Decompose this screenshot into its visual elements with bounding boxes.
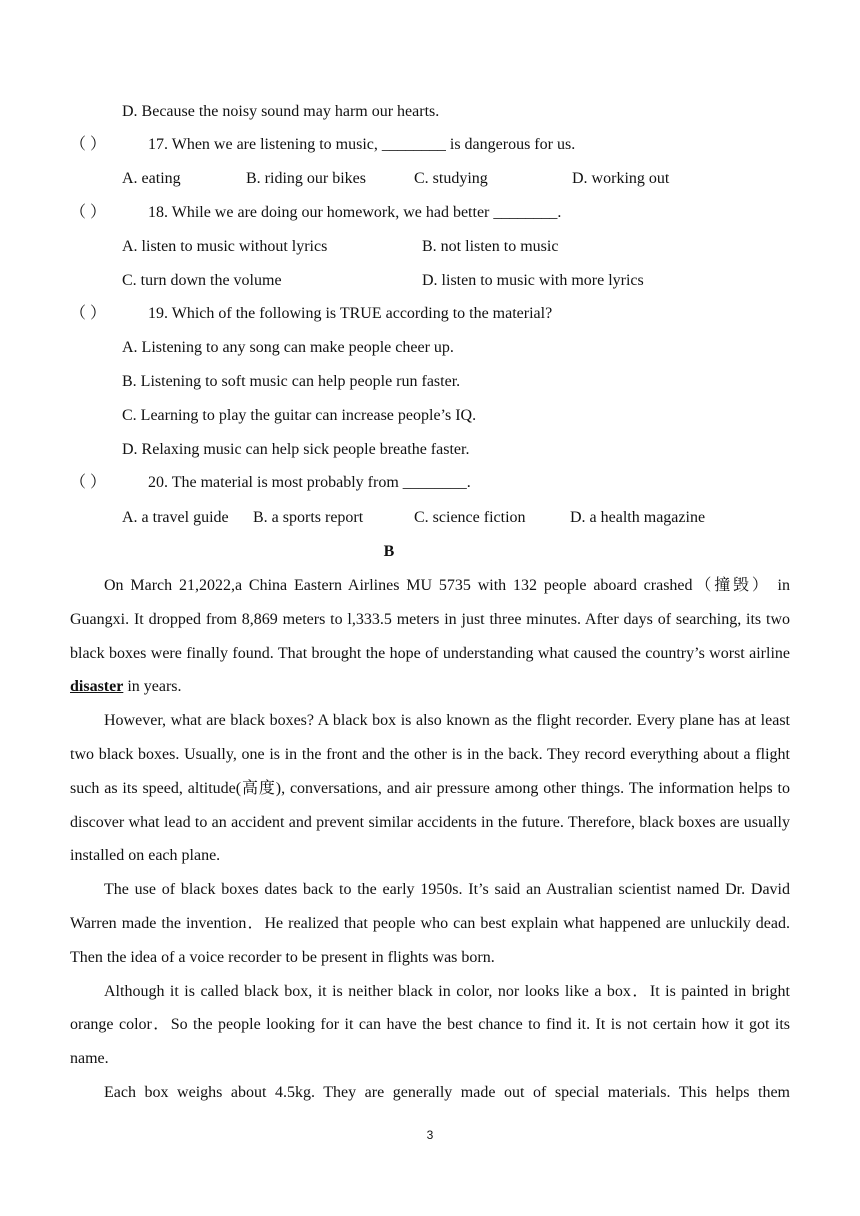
question-19 — [70, 304, 552, 324]
passage-paragraph: The use of black boxes dates back to the early 1950s. It’s said an Australian scientist named Dr. David Warren made the invention．He realized that people who can best explain what happened are unluckily dead. Then the idea of a voice recorder to be present in flights was born. — [70, 881, 790, 966]
question-stem: 19. Which of the following is TRUE according to the material? — [148, 305, 553, 322]
passage-paragraph: Although it is called black box, it is neither black in color, nor looks like a box．It is painted in bright orange color．So the people looking for it can have the best chance to find it. It is not certain how it got its name. — [70, 982, 790, 1068]
q20-option-a: A. a travel guide — [122, 509, 229, 526]
answer-blank[interactable]: （ ） — [70, 136, 107, 153]
question-stem: 20. The material is most probably from ________. — [148, 474, 471, 491]
passage-paragraph: On March 21,2022,a China Eastern Airlines MU 5735 with 132 people aboard crashed（撞毁） in Guangxi. It dropped from 8,869 meters to l,333.5 meters in just three minutes. After days of searching, its two black boxes were finally found. That brought the hope of understanding what caused the country’s worst airline disaster in years. — [70, 577, 790, 696]
q17-option-d: D. working out — [572, 170, 670, 187]
q16-option-d: D. Because the noisy sound may harm our hearts. — [122, 103, 440, 120]
q18-option-a: A. listen to music without lyrics — [122, 238, 328, 255]
question-20 — [70, 473, 471, 493]
underlined-word: disaster — [70, 678, 124, 696]
reading-passage — [70, 569, 790, 1110]
passage-paragraph: Each box weighs about 4.5kg. They are generally made out of special materials. This helps them — [104, 1083, 790, 1101]
q17-option-c: C. studying — [414, 170, 488, 187]
page-number: 3 — [426, 1128, 434, 1142]
q17-option-a: A. eating — [122, 170, 181, 187]
question-17 — [70, 135, 575, 155]
q19-option-b: B. Listening to soft music can help people run faster. — [122, 373, 461, 390]
answer-blank[interactable]: （ ） — [70, 474, 107, 491]
passage-paragraph: However, what are black boxes? A black box is also known as the flight recorder. Every plane has at least two black boxes. Usually, one is in the front and the other is in the back. They record everything about a flight such as its speed, altitude(高度), conversations, and air pressure among other things. The information helps to discover what lead to an accident and prevent similar accidents in the future. Therefore, black boxes are usually installed on each plane. — [70, 712, 790, 865]
q20-option-c: C. science fiction — [414, 509, 526, 526]
answer-blank[interactable]: （ ） — [70, 305, 107, 322]
q19-option-a: A. Listening to any song can make people cheer up. — [122, 339, 454, 356]
question-stem: 17. When we are listening to music, ________ is dangerous for us. — [148, 136, 576, 153]
answer-blank[interactable]: （ ） — [70, 204, 107, 221]
q18-option-b: B. not listen to music — [422, 238, 559, 255]
q19-option-c: C. Learning to play the guitar can increase people’s IQ. — [122, 407, 477, 424]
q19-option-d: D. Relaxing music can help sick people breathe faster. — [122, 441, 470, 458]
q20-option-d: D. a health magazine — [570, 509, 706, 526]
q17-option-b: B. riding our bikes — [246, 170, 366, 187]
q20-option-b: B. a sports report — [253, 509, 364, 526]
q18-option-c: C. turn down the volume — [122, 272, 282, 289]
section-heading: B — [383, 543, 395, 560]
question-18 — [70, 203, 561, 223]
question-stem: 18. While we are doing our homework, we had better ________. — [148, 204, 562, 221]
q18-option-d: D. listen to music with more lyrics — [422, 272, 644, 289]
